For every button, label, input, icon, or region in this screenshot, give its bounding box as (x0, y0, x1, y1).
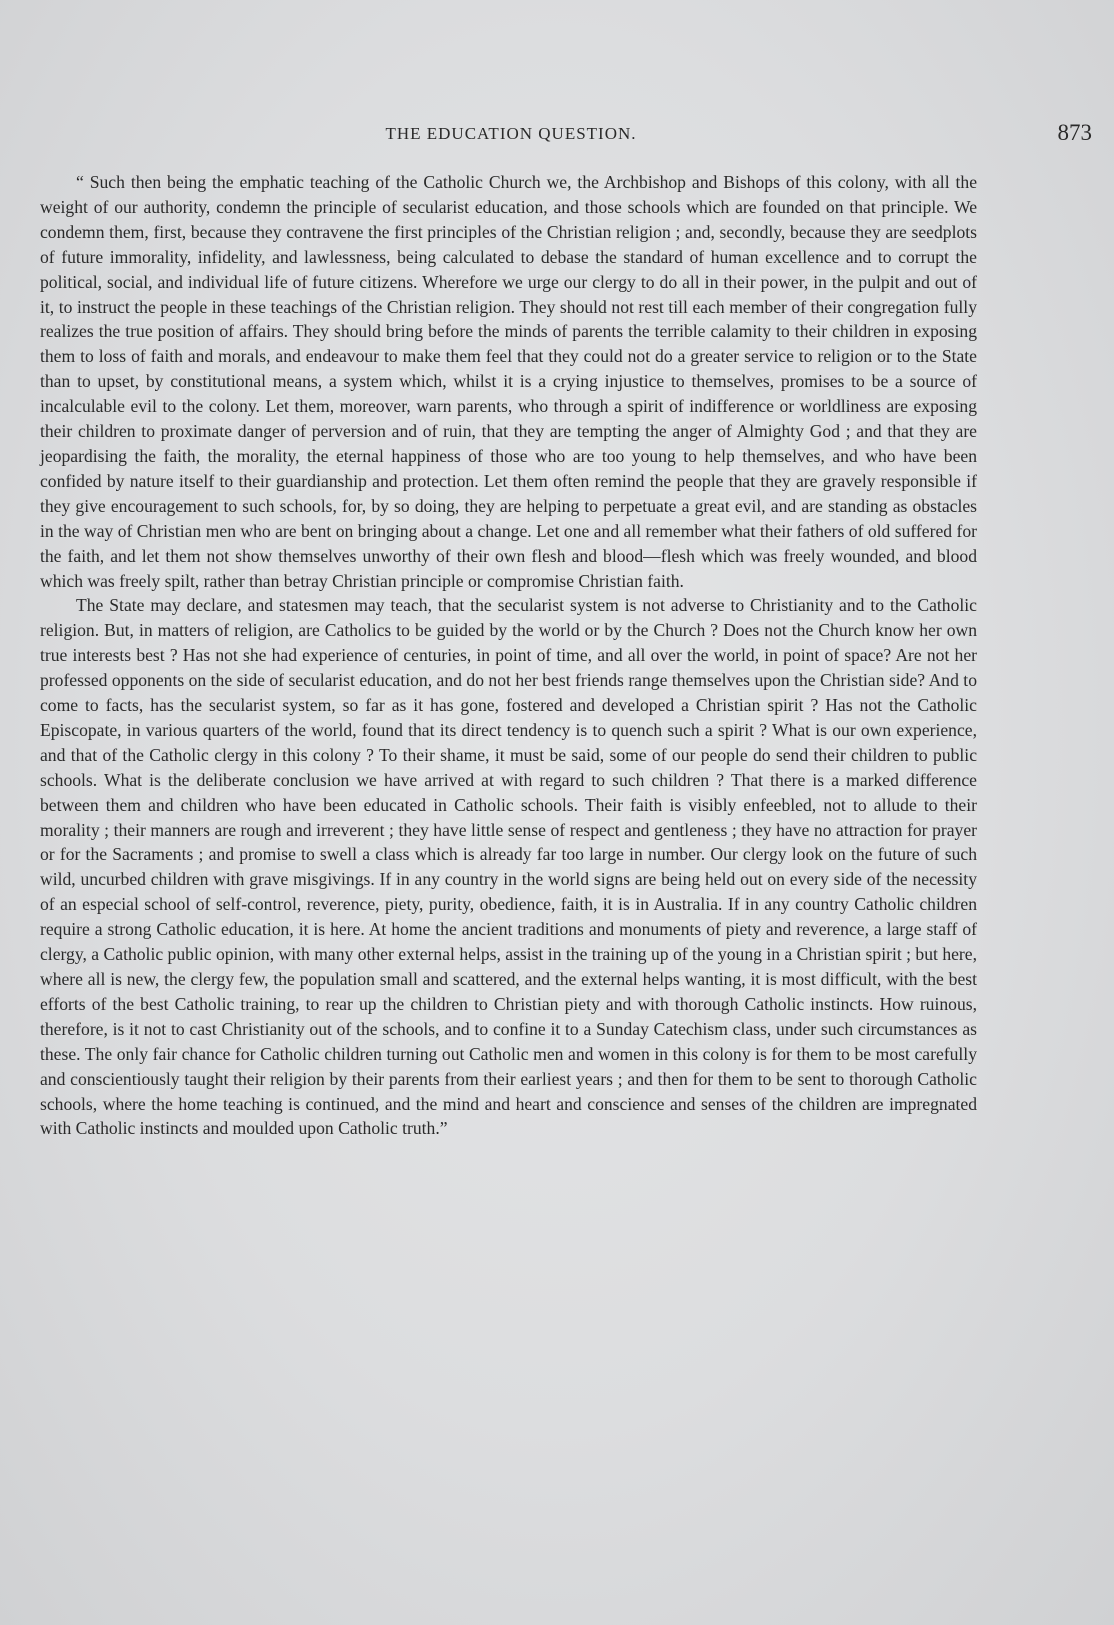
page-header (40, 120, 1092, 150)
page-number: 873 (1057, 120, 1092, 145)
body-text (40, 170, 977, 1141)
paragraph: The State may declare, and statesmen may teach, that the secularist system is not adverse to Christianity and to the Catholic religion. But, in matters of religion, are Catholics to be guided by the world or by the Church ? Does not the Church know her own true interests best ? Has not she had experience of centuries, in point of time, and all over the world, in point of space? Are not her professed opponents on the side of secularist education, and do not her best friends range themselves upon the Christian side? And to come to facts, has the secularist system, so far as it has gone, fostered and developed a Christian spirit ? Has not the Catholic Episcopate, in various quarters of the world, found that its direct tendency is to quench such a spirit ? What is our own experience, and that of the Catholic clergy in this colony ? To their shame, it must be said, some of our people do send their children to public schools. What is the deliberate conclusion we have arrived at with regard to such children ? That there is a marked difference between them and children who have been educated in Catholic schools. Their faith is visibly enfeebled, not to allude to their morality ; their manners are rough and irreverent ; they have little sense of respect and gentleness ; they have no attraction for prayer or for the Sacraments ; and promise to swell a class which is already far too large in number. Our clergy look on the future of such wild, uncurbed children with grave misgivings. If in any country in the world signs are being held out on every side of the necessity of an especial school of self-control, reverence, piety, purity, obedience, faith, it is in Australia. If in any country Catholic children require a strong Catholic education, it is here. At home the ancient traditions and monuments of piety and reverence, a large staff of clergy, a Catholic public opinion, with many other external helps, assist in the training up of the young in a Christian spirit ; but here, where all is new, the clergy few, the population small and scattered, and the external helps wanting, it is most difficult, with the best efforts of the best Catholic training, to rear up the children to Christian piety and with thorough Catholic instincts. How ruinous, therefore, is it not to cast Christianity out of the schools, and to confine it to a Sunday Catechism class, under such circumstances as these. The only fair chance for Catholic children turning out Catholic men and women in this colony is for them to be most carefully and conscientiously taught their religion by their parents from their earliest years ; and then for them to be sent to thorough Catholic schools, where the home teaching is continued, and the mind and heart and conscience and senses of the children are impregnated with Catholic instincts and moulded upon Catholic truth.” (40, 595, 977, 1139)
running-head: THE EDUCATION QUESTION. (385, 124, 637, 143)
paragraph: “ Such then being the emphatic teaching of the Catholic Church we, the Archbishop and Bishops of this colony, with all the weight of our authority, condemn the principle of secularist education, and those schools which are founded on that principle. We condemn them, first, because they contravene the first principles of the Christian religion ; and, secondly, because they are seedplots of future immorality, infidelity, and lawlessness, being calculated to debase the standard of human excellence and to corrupt the political, social, and individual life of future citizens. Wherefore we urge our clergy to do all in their power, in the pulpit and out of it, to instruct the people in these teachings of the Christian religion. They should not rest till each member of their congregation fully realizes the true position of affairs. They should bring before the minds of parents the terrible calamity to their children in exposing them to loss of faith and morals, and endeavour to make them feel that they could not do a greater service to religion or to the State than to upset, by constitutional means, a system which, whilst it is a crying injustice to themselves, promises to be a source of incalculable evil to the colony. Let them, moreover, warn parents, who through a spirit of indifference or worldliness are exposing their children to proximate danger of perversion and of ruin, that they are tempting the anger of Almighty God ; and that they are jeopardising the faith, the morality, the eternal happiness of those who are too young to help themselves, and who have been confided by nature itself to their guardianship and protection. Let them often remind the people that they are gravely responsible if they give encouragement to such schools, for, by so doing, they are helping to perpetuate a great evil, and are standing as obstacles in the way of Christian men who are bent on bringing about a change. Let one and all remember what their fathers of old suffered for the faith, and let them not show themselves unworthy of their own flesh and blood—flesh which was freely wounded, and blood which was freely spilt, rather than betray Christian principle or compromise Christian faith. (40, 172, 977, 591)
